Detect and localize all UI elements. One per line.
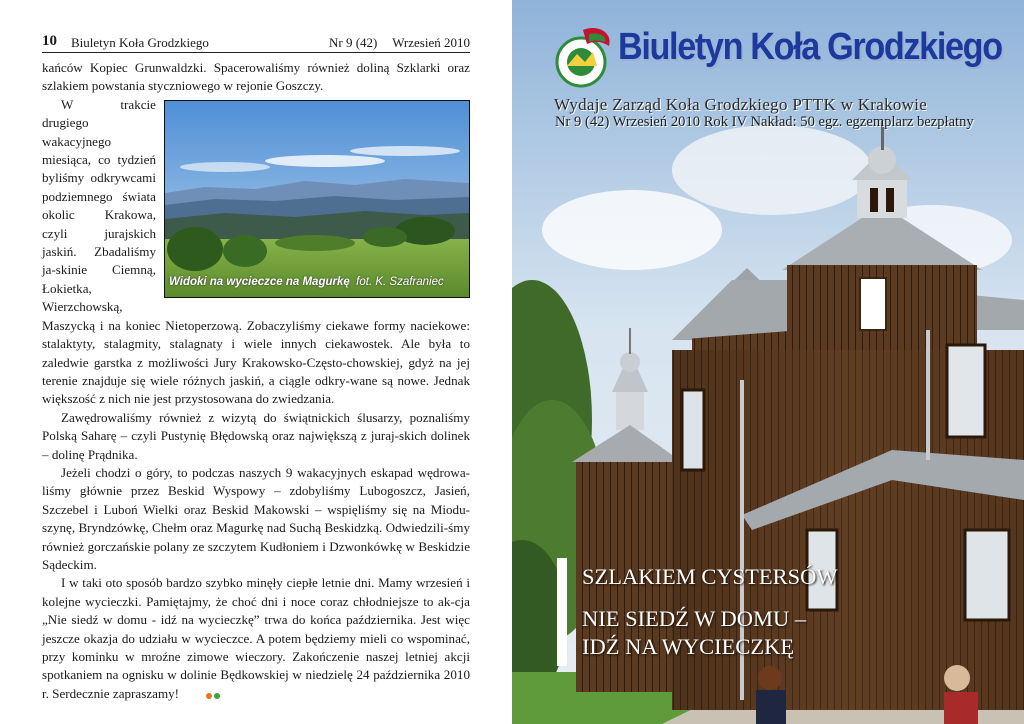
orange-dot-icon xyxy=(206,693,212,699)
article-body xyxy=(42,59,470,704)
mountain-landscape-image xyxy=(165,101,469,297)
photo-credit: fot. K. Szafraniec xyxy=(356,275,444,288)
paragraph-5 xyxy=(42,574,470,704)
photo-caption-text: Widoki na wycieczce na Magurkę xyxy=(169,275,350,288)
cover-issue-line: Nr 9 (42) Wrzesień 2010 Rok IV Nakład: 50 egz. egzemplarz bezpłatny xyxy=(555,114,974,130)
page-header xyxy=(42,33,470,53)
paragraph-1: kańców Kopiec Grunwaldzki. Spacerowaliśmy również doliną Szklarki oraz szlakiem powstania styczniowego w rejonie Goszczy. xyxy=(42,60,470,94)
mountain-photo xyxy=(164,100,470,298)
header-title: Biuletyn Koła Grodzkiego xyxy=(71,35,209,50)
paragraph-4: Jeżeli chodzi o góry, to podczas naszych 9 wakacyjnych eskapad wędrowa-liśmy głównie przez Beskid Wyspowy – zdobyliśmy Lubogoszcz, Jasień, Szczebel i Luboń Wielki oraz Beskid Makowski – wspięliśmy się na Miodu-szynę, Bryndzówkę, Chełm oraz Magurkę nad Suchą Beskidzką. Odwiedzili-śmy również gorczańskie polany ze szczytem Kudłoniem i Dzwonkówkę w Beskidzie Sądeckim. xyxy=(42,464,470,572)
photo-caption xyxy=(169,273,444,291)
headline-bar xyxy=(557,558,567,666)
green-dot-icon xyxy=(214,693,220,699)
paragraph-2: W trakcie drugiego wakacyjnego miesiąca, co tydzień byliśmy odkrywcami podziemnego świata okolic Krakowa, czyli jurajskich jaskiń. Zbadaliśmy ja-skinie Ciemną, Łokietka, Wierzchowską, Maszycką i na koniec Nietoperzową. Zobaczyliśmy ciekawe formy naciekowe: stalaktyty, stalagmity, stalagnaty i wiele innych ciekawostek. Ale była to zaledwie garstka z możliwości Jury Krakowsko-Często-chowskiej, gdyż na jej terenie znajduje się wiele różnych jaskiń, a ciągle odkry-wane są nowe. Jednak większość z nich nie jest przystosowana do zwiedzania. xyxy=(42,96,470,407)
header-issue: Nr 9 (42) xyxy=(329,35,378,50)
headline-idz-na-wycieczke: IDŹ NA WYCIECZKĘ xyxy=(582,634,795,659)
end-dots-icon xyxy=(185,686,220,704)
cover-publisher: Wydaje Zarząd Koła Grodzkiego PTTK w Krakowie xyxy=(554,95,928,114)
cover-title: Biuletyn Koła Grodzkiego xyxy=(618,26,1002,68)
page-number: 10 xyxy=(42,33,57,49)
cover-page xyxy=(512,0,1024,724)
headline-nie-siedz-w-domu: NIE SIEDŹ W DOMU – xyxy=(582,606,807,631)
paragraph-3: Zawędrowaliśmy również z wizytą do świątnickich ślusarzy, poznaliśmy Polską Saharę – czyli Pustynię Błędowską oraz największą z juraj-skich dolinek – dolinę Prądnika. xyxy=(42,409,470,462)
paragraph-5-text: I w taki oto sposób bardzo szybko minęły ciepłe letnie dni. Mamy wrzesień i kolejne wycieczki. Pamiętajmy, że choć dni i noce coraz chłodniejsze to ak-cja „Nie siedź w domu - idź na wycieczkę” trwa do końca października. Jest więc jeszcze okazja do udziału w wycieczce. A potem będziemy mieli co wspominać, przy kominku w mroźne zimowe wieczory. Zakończenie naszej letniej akcji spotkaniem na ognisku w dolinie Będkowskiej w niedzielę 24 października 2010 r. Serdecznie zapraszamy! xyxy=(42,575,470,701)
headline-szlakiem-cystersow: SZLAKIEM CYSTERSÓW xyxy=(582,564,838,589)
header-date: Wrzesień 2010 xyxy=(392,35,470,50)
pttk-logo xyxy=(553,24,615,90)
